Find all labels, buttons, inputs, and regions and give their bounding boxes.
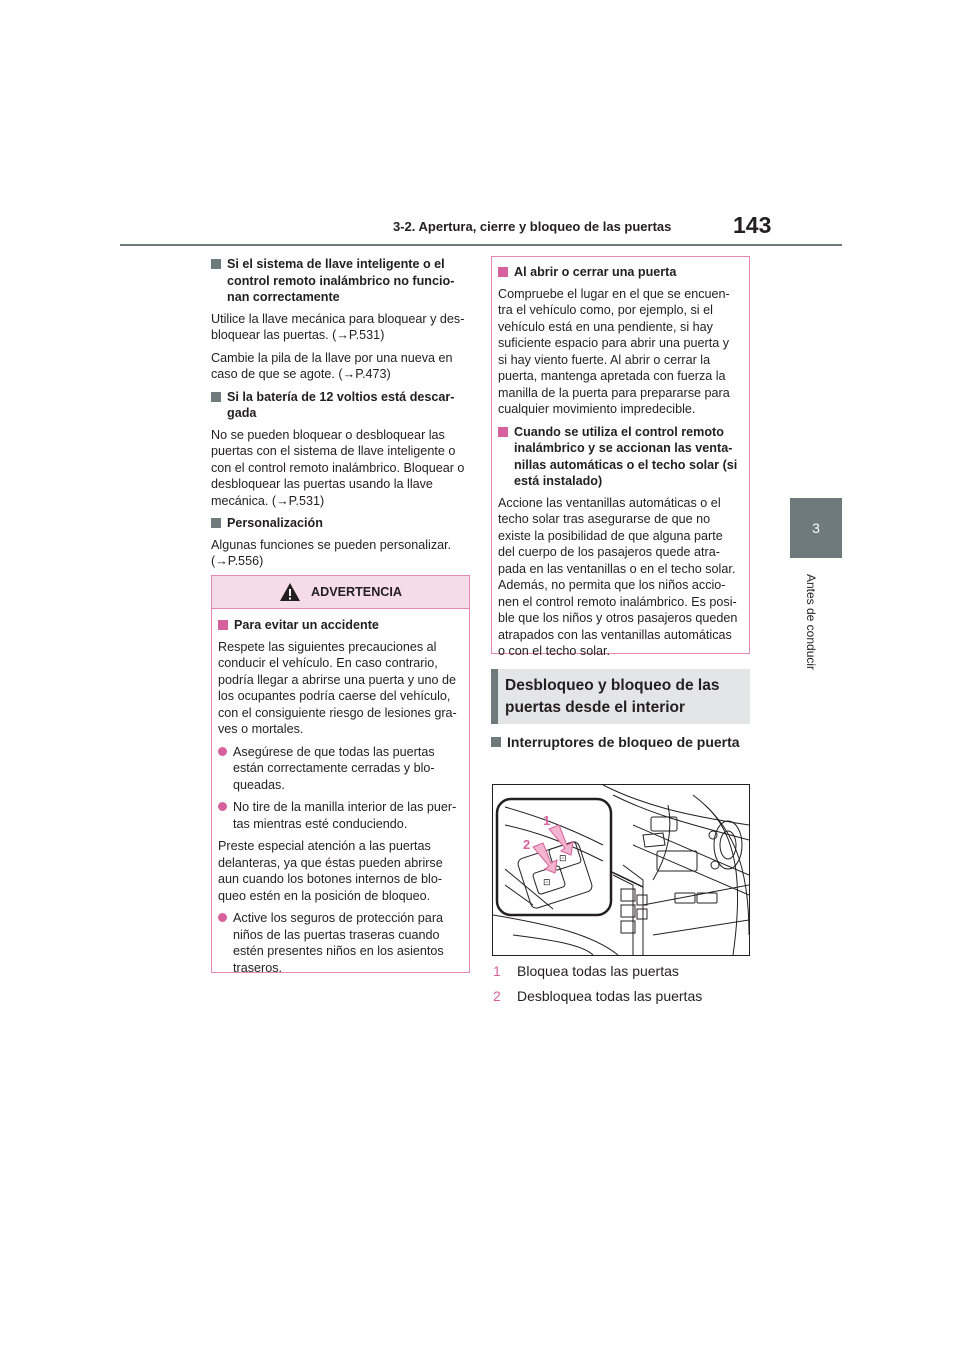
numbered-list [493, 962, 751, 1005]
door-lock-switch-illustration [492, 784, 750, 956]
caution-body [492, 257, 749, 660]
list-item: Active los seguros de protección para niños de las puertas traseras cuando estén presentes niños en los asientos traseros. [218, 910, 461, 976]
item-number: 2 [493, 988, 501, 1004]
warning-heading: Para evitar un accidente [218, 617, 461, 634]
square-bullet-icon [491, 737, 501, 747]
paragraph: Algunas funciones se pueden personalizar. (→P.556) [211, 537, 452, 568]
warning-header [212, 576, 469, 609]
item-text: Desbloquea todas las puertas [517, 988, 703, 1004]
header-rule [120, 244, 842, 246]
paragraph: Accione las ventanillas automáticas o el techo solar tras asegurarse de que no existe la posibilidad de que alguna parte del cuerpo de los pasajeros quede atra-pada en las ventanillas o en el techo solar. Además, no permita que los niños accio-nen el control remoto inalámbrico. Es posi-ble que los niños y otros pasajeros queden atrapados con las ventanillas automáticas o con el techo solar. [498, 495, 738, 658]
svg-text:⊡: ⊡ [543, 878, 551, 888]
block-heading: Si el sistema de llave inteligente o el control remoto inalámbrico no funcio-nan correctamente [211, 256, 469, 306]
paragraph: Compruebe el lugar en el que se encuen-tra el vehículo como, por ejemplo, si el vehículo está en una pendiente, si hay suficiente espacio para abrir una puerta y si hay viento fuerte. Al abrir o cerrar la puerta, mantenga apretada con fuerza la manilla de la puerta para prepararse para cualquier movimiento impredecible. [498, 286, 730, 416]
list-item: Asegúrese de que todas las puertas están correctamente cerradas y blo-queadas. [218, 744, 461, 794]
caution-heading: Cuando se utiliza el control remoto inalámbrico y se accionan las venta-nillas automáticas o el techo solar (si está instalado) [498, 424, 741, 490]
bullet-dot-icon [218, 913, 227, 922]
subsection-heading: Interruptores de bloqueo de puerta [491, 732, 750, 752]
warning-triangle-icon [279, 582, 301, 602]
caution-box [491, 256, 750, 658]
paragraph: No se pueden bloquear o desbloquear las puertas con el sistema de llave inteligente o con el control remoto inalámbrico. Bloquear o desbloquear las puertas usando la llave mecánica. (→P.531) [211, 427, 465, 508]
chapter-label: Antes de conducir [804, 573, 818, 671]
square-bullet-icon [211, 518, 221, 528]
section-title: 3-2. Apertura, cierre y bloqueo de las puertas [393, 219, 672, 234]
illustration-label-2: 2 [523, 837, 531, 852]
list-item [493, 962, 751, 980]
bullet-dot-icon [218, 802, 227, 811]
block-heading: Si la batería de 12 voltios está descar-gada [211, 389, 469, 422]
list-item [493, 987, 751, 1005]
paragraph: Respete las siguientes precauciones al conducir el vehículo. En caso contrario, podría llegar a abrirse una puerta y uno de los ocupantes podría caerse del vehículo, con el consiguiente riesgo de lesiones gra-ves o mortales. [218, 639, 457, 736]
warning-box [211, 575, 470, 973]
page-number: 143 [733, 212, 772, 238]
section-heading-box [491, 669, 750, 724]
square-bullet-icon [211, 259, 221, 269]
illustration-label-1: 1 [543, 813, 551, 828]
block-heading: Personalización [211, 515, 469, 532]
section-heading: Desbloqueo y bloqueo de las puertas desde el interior [505, 677, 720, 716]
section-heading-bar [491, 669, 498, 724]
warning-title: ADVERTENCIA [311, 585, 402, 599]
warning-body [212, 609, 469, 976]
chapter-number: 3 [812, 520, 820, 536]
chapter-tab [790, 498, 842, 558]
item-number: 1 [493, 963, 501, 979]
paragraph: Preste especial atención a las puertas delanteras, ya que éstas pueden abrirse aun cuando los botones internos de blo-queo estén en la posición de bloqueo. [218, 839, 443, 903]
paragraph: Utilice la llave mecánica para bloquear y des-bloquear las puertas. (→P.531) [211, 311, 465, 342]
bullet-dot-icon [218, 747, 227, 756]
chapter-label-box [791, 565, 831, 685]
caution-heading: Al abrir o cerrar una puerta [498, 264, 741, 281]
square-bullet-icon [498, 267, 508, 277]
left-text-column [211, 256, 469, 576]
svg-text:⊡: ⊡ [559, 854, 567, 864]
list-item: No tire de la manilla interior de las puer-tas mientras esté conduciendo. [218, 799, 461, 832]
square-bullet-icon [218, 620, 228, 630]
square-bullet-icon [498, 427, 508, 437]
door-lock-switch-drawing [493, 785, 749, 955]
item-text: Bloquea todas las puertas [517, 963, 679, 979]
square-bullet-icon [211, 392, 221, 402]
paragraph: Cambie la pila de la llave por una nueva en caso de que se agote. (→P.473) [211, 350, 453, 381]
